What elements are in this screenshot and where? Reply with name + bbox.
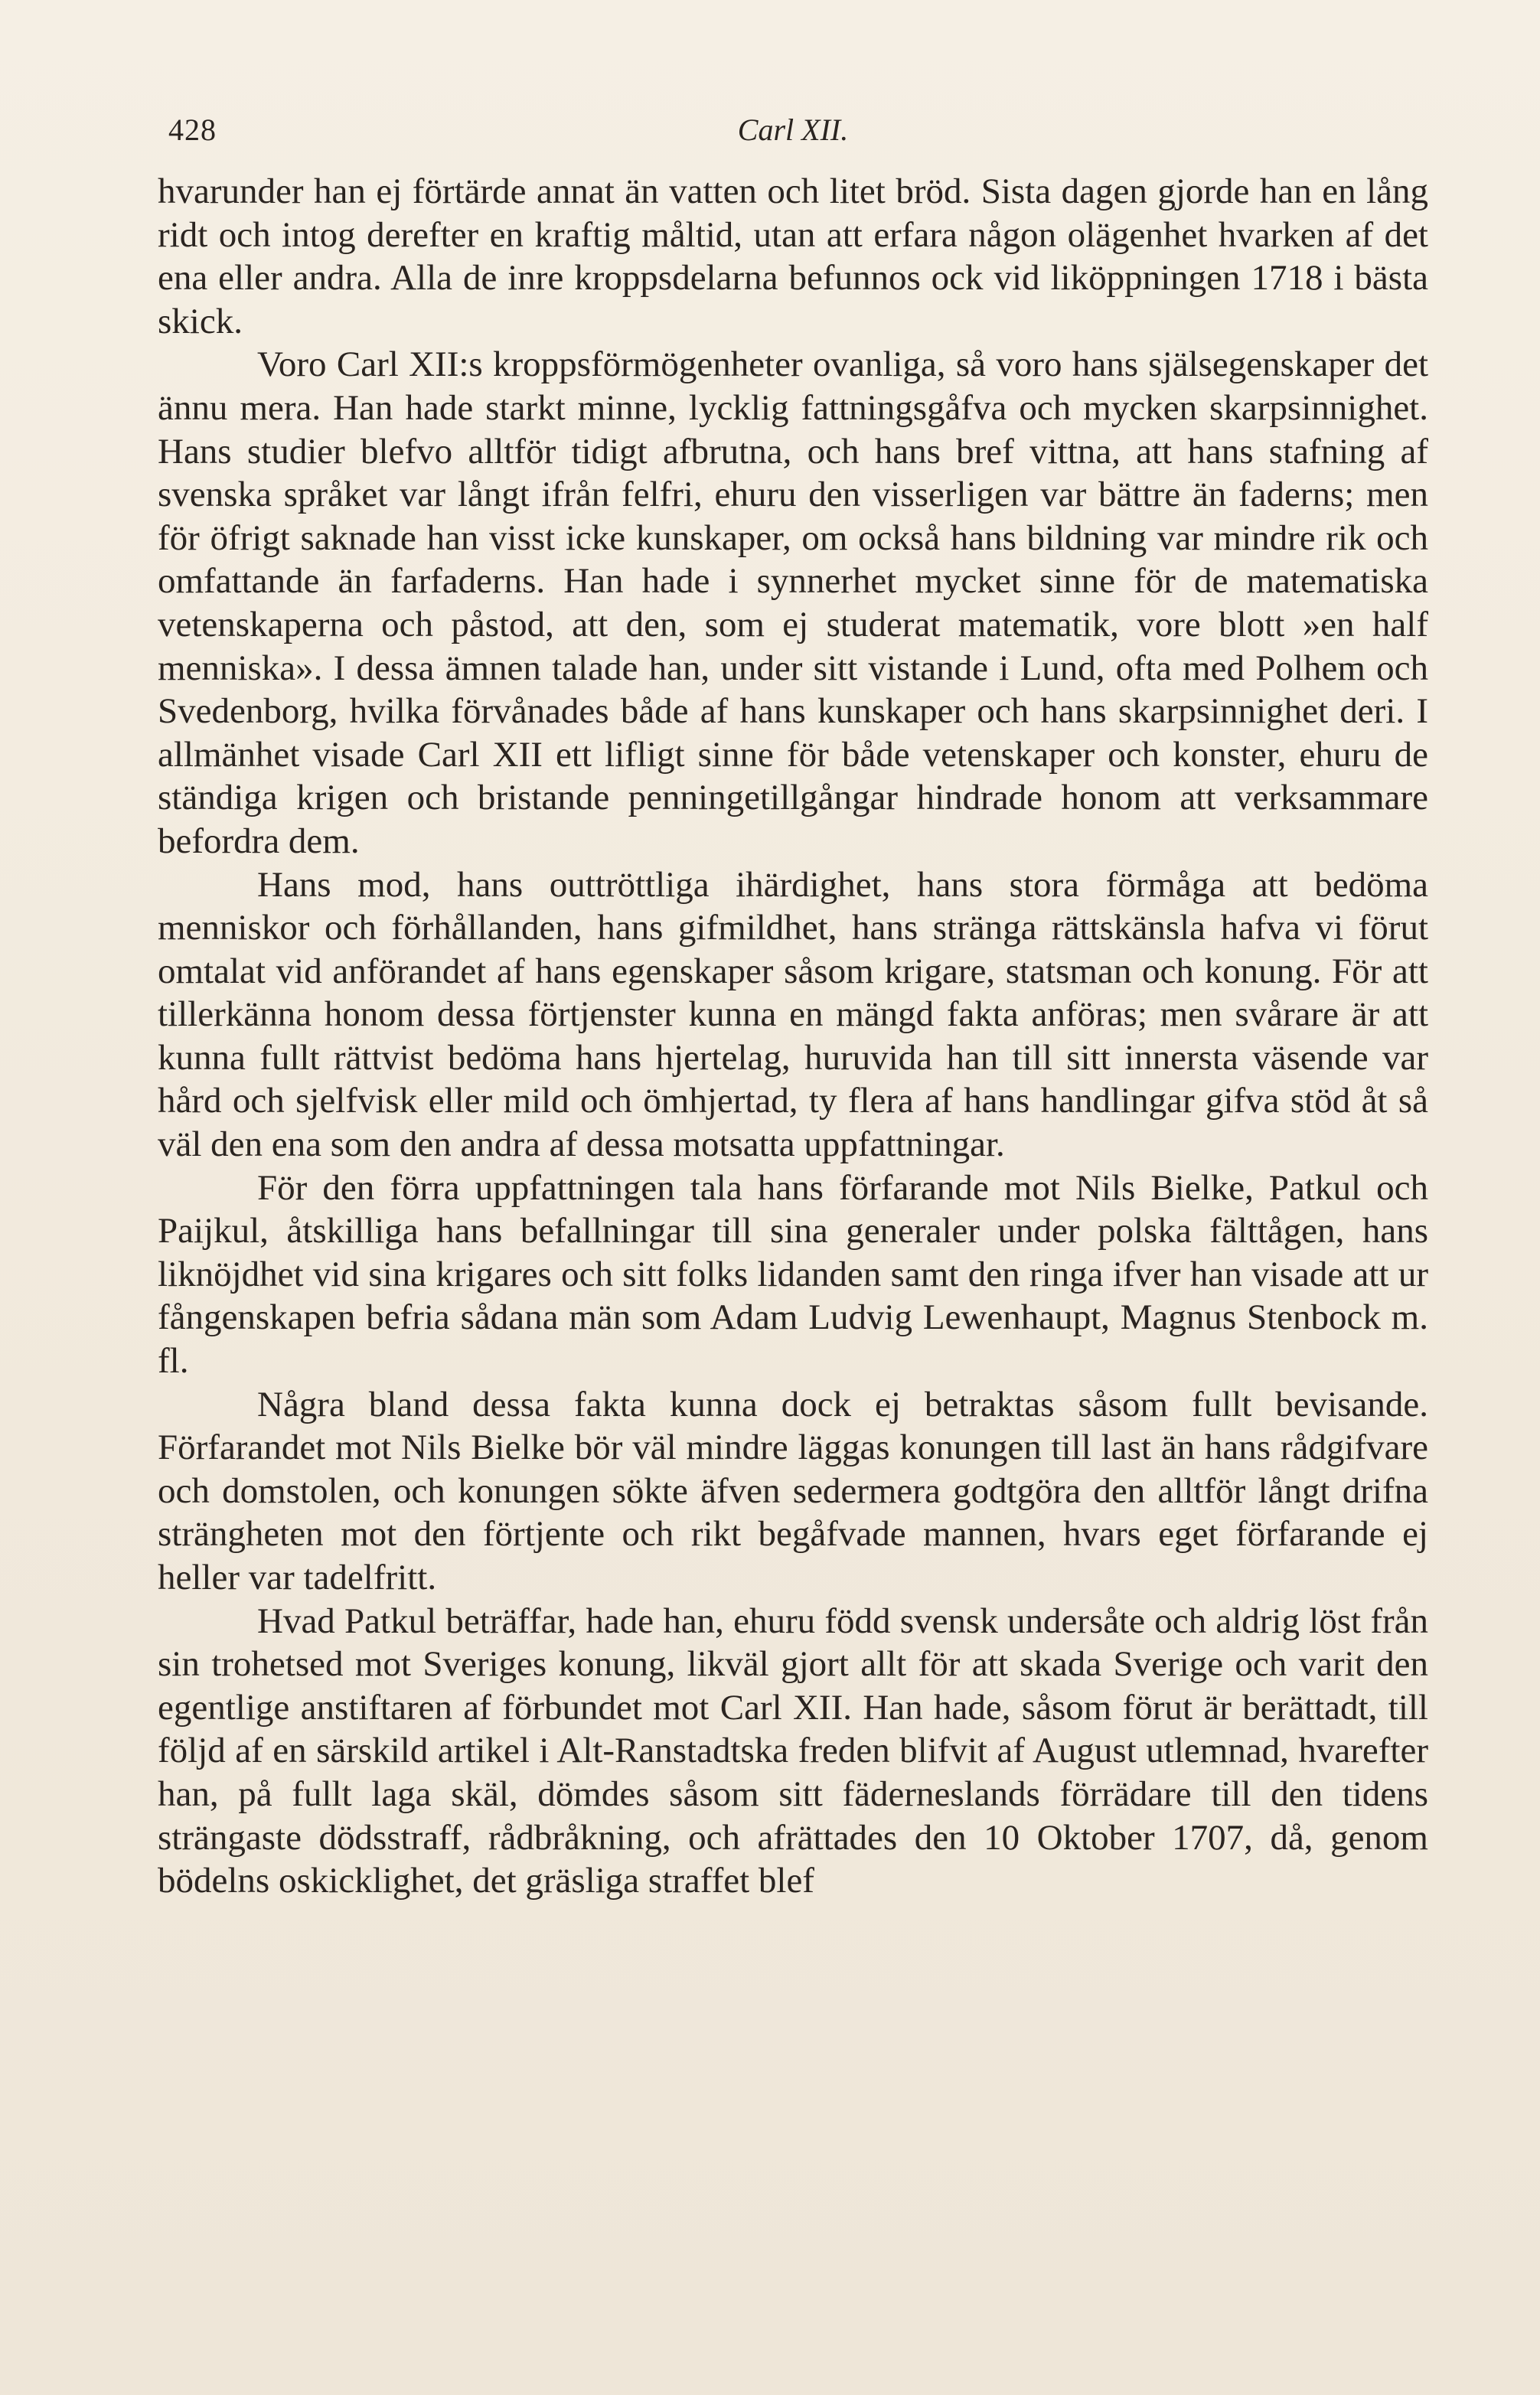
page-number: 428 [168, 113, 217, 147]
paragraph: För den förra uppfattningen tala hans förfarande mot Nils Bielke, Patkul och Paijkul, åtskilliga hans befallningar till sina generaler under polska fälttågen, hans liknöjdhet vid sina krigares och sitt folks lidanden samt den ringa ifver han visade att ur fångenskapen befria sådana män som Adam Ludvig Lewenhaupt, Magnus Stenbock m. fl. [158, 1167, 1428, 1382]
paragraph: Hvad Patkul beträffar, hade han, ehuru född svensk undersåte och aldrig löst från sin trohetsed mot Sveriges konung, likväl gjort allt för att skada Sverige och varit den egentlige anstiftaren af förbundet mot Carl XII. Han hade, såsom förut är berättadt, till följd af en särskild artikel i Alt-Ranstadtska freden blifvit af August utlemnad, hvarefter han, på fullt laga skäl, dömdes såsom sitt fäderneslands förrädare till den tidens strängaste dödsstraff, rådbråkning, och afrättades den 10 Oktober 1707, då, genom bödelns oskicklighet, det gräsliga straffet blef [158, 1600, 1428, 1901]
paragraph: Hans mod, hans outtröttliga ihärdighet, hans stora förmåga att bedöma menniskor och förhållanden, hans gifmildhet, hans stränga rättskänsla hafva vi förut omtalat vid anförandet af hans egenskaper såsom krigare, statsman och konung. För att tillerkänna honom dessa förtjenster kunna en mängd fakta anföras; men svårare är att kunna fullt rättvist bedöma hans hjertelag, huruvida han till sitt innersta väsende var hård och sjelfvisk eller mild och ömhjertad, ty flera af hans handlingar gifva stöd åt så väl den ena som den andra af dessa motsatta uppfattningar. [158, 864, 1428, 1165]
page-header [158, 107, 1428, 153]
paragraph: Några bland dessa fakta kunna dock ej betraktas såsom fullt bevisande. Förfarandet mot Nils Bielke bör väl mindre läggas konungen till last än hans rådgifvare och domstolen, och konungen sökte äfven sedermera godtgöra den alltför långt drifna strängheten mot den förtjente och rikt begåfvade mannen, hvars eget förfarande ej heller var tadelfritt. [158, 1384, 1428, 1597]
body-text [158, 170, 1428, 1903]
running-title: Carl XII. [737, 113, 849, 147]
paragraph: hvarunder han ej förtärde annat än vatten och litet bröd. Sista dagen gjorde han en lång ridt och intog derefter en kraftig måltid, utan att erfara någon olägenhet hvarken af det ena eller andra. Alla de inre kroppsdelarna befunnos ock vid liköppningen 1718 i bästa skick. [158, 171, 1428, 341]
paragraph: Voro Carl XII:s kroppsförmögenheter ovanliga, så voro hans själsegenskaper det ännu mera. Han hade starkt minne, lycklig fattningsgåfva och mycken skarpsinnighet. Hans studier blefvo alltför tidigt afbrutna, och hans bref vittna, att hans stafning af svenska språket var långt ifrån felfri, ehuru den visserligen var bättre än faderns; men för öfrigt saknade han visst icke kunskaper, om också hans bildning var mindre rik och omfattande än farfaderns. Han hade i synnerhet mycket sinne för de matematiska vetenskaperna och påstod, att den, som ej studerat matematik, vore blott »en half menniska». I dessa ämnen talade han, under sitt vistande i Lund, ofta med Polhem och Svedenborg, hvilka förvånades både af hans kunskaper och hans skarpsinnighet deri. I allmänhet visade Carl XII ett lifligt sinne för både vetenskaper och konster, ehuru de ständiga krigen och bristande penningetillgångar hindrade honom att verksammare befordra dem. [158, 344, 1428, 861]
